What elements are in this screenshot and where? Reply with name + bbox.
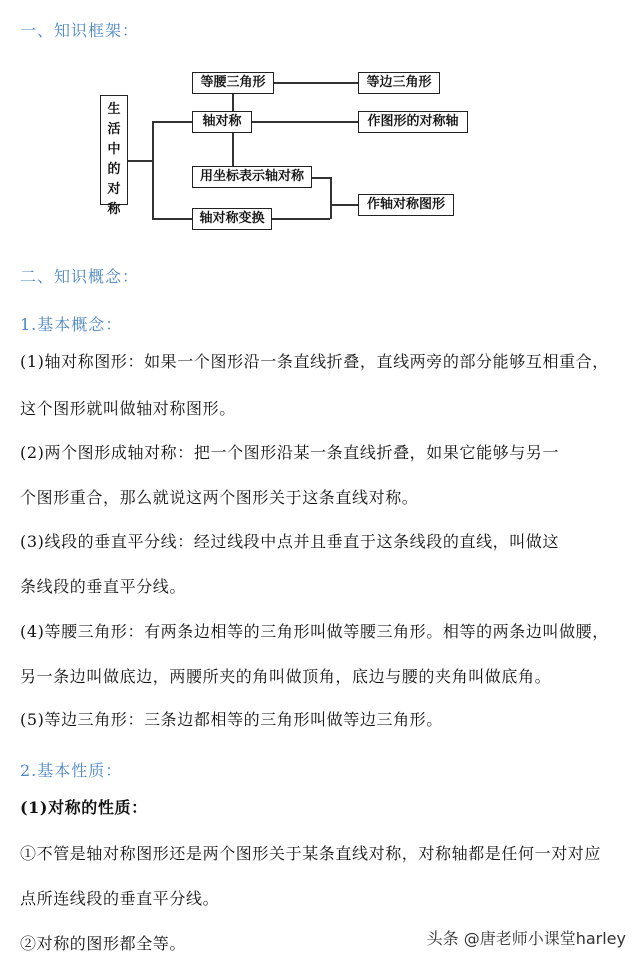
connector-line	[330, 177, 332, 219]
framework-title: 一、知识框架：	[20, 21, 140, 40]
connector-line	[128, 160, 152, 162]
node-axis-symmetry: 轴对称	[192, 111, 252, 133]
property-line: 点所连线段的垂直平分线。	[20, 889, 220, 908]
property-line: ②对称的图形都全等。	[20, 934, 187, 953]
concept-line: 这个图形就叫做轴对称图形。	[20, 399, 236, 418]
concepts-title: 二、知识概念：	[20, 267, 140, 286]
basic-concepts-title: 1.基本概念：	[20, 315, 123, 334]
node-isosceles: 等腰三角形	[192, 72, 274, 94]
symmetry-properties-title: (1)对称的性质：	[20, 798, 148, 817]
connector-line	[330, 204, 358, 206]
watermark: 头条 @唐老师小课堂harley	[427, 926, 626, 949]
concept-line: (1)轴对称图形：如果一个图形沿一条直线折叠，直线两旁的部分能够互相重合，	[20, 352, 609, 371]
connector-line	[152, 121, 192, 123]
concept-line: (2)两个图形成轴对称：把一个图形沿某一条直线折叠，如果它能够与另一	[20, 443, 560, 462]
concept-line: 条线段的垂直平分线。	[20, 577, 187, 596]
node-transform: 轴对称变换	[192, 208, 272, 230]
concept-line: (5)等边三角形：三条边都相等的三角形叫做等边三角形。	[20, 710, 443, 729]
diagram-root-label: 生活中的对称	[107, 102, 121, 217]
basic-properties-title: 2.基本性质：	[20, 761, 123, 780]
diagram-root-box	[100, 95, 128, 217]
connector-line	[272, 218, 330, 220]
connector-line	[232, 92, 234, 112]
node-equilateral: 等边三角形	[358, 72, 440, 94]
connector-line	[312, 177, 330, 179]
connector-line	[152, 121, 154, 218]
property-line: ①不管是轴对称图形还是两个图形关于某条直线对称，对称轴都是任何一对对应	[20, 844, 602, 863]
concept-line: 另一条边叫做底边，两腰所夹的角叫做顶角，底边与腰的夹角叫做底角。	[20, 667, 552, 686]
node-coordinates: 用坐标表示轴对称	[192, 166, 312, 188]
connector-line	[252, 121, 358, 123]
connector-line	[274, 82, 358, 84]
connector-line	[232, 131, 234, 167]
node-draw-axis: 作图形的对称轴	[358, 111, 468, 133]
concept-line: (4)等腰三角形：有两条边相等的三角形叫做等腰三角形。相等的两条边叫做腰，	[20, 622, 609, 641]
connector-line	[152, 218, 192, 220]
concept-line: 个图形重合，那么就说这两个图形关于这条直线对称。	[20, 488, 419, 507]
concept-line: (3)线段的垂直平分线：经过线段中点并且垂直于这条线段的直线，叫做这	[20, 532, 560, 551]
node-draw-symmetric: 作轴对称图形	[358, 194, 454, 216]
